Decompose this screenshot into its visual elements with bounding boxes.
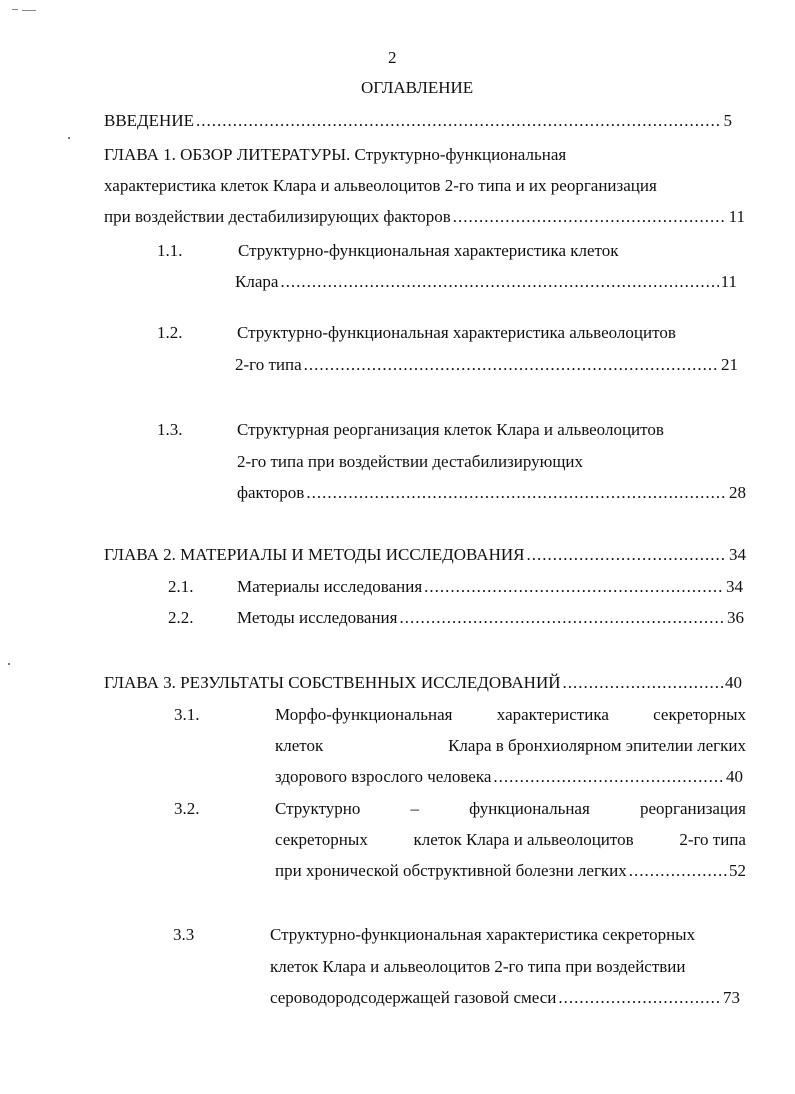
toc-section-number: 2.2. — [168, 608, 194, 627]
toc-section-1-1-line2 — [235, 272, 737, 292]
toc-section-number: 1.3. — [157, 420, 183, 439]
justified-word: клеток — [275, 736, 324, 755]
toc-label: при воздействии дестабилизирующих факторов — [104, 207, 451, 226]
toc-chapter-3 — [104, 673, 742, 693]
toc-label: ГЛАВА 3. РЕЗУЛЬТАТЫ СОБСТВЕННЫХ ИССЛЕДОВАНИЙ — [104, 673, 561, 692]
toc-section-number: 3.3 — [173, 925, 195, 944]
toc-section-1-1-line1: Структурно-функциональная характеристика клеток — [238, 241, 619, 260]
toc-section-3-3-line3 — [270, 988, 740, 1008]
dot-leader — [563, 673, 723, 693]
toc-section-3-2-line3 — [275, 861, 746, 881]
justified-word: характеристика — [496, 705, 609, 724]
scan-mark — [22, 10, 36, 11]
toc-section-1-3-line3 — [237, 483, 746, 503]
toc-label: Методы исследования — [237, 608, 398, 627]
toc-chapter-2 — [104, 545, 746, 565]
toc-section-number: 3.2. — [174, 799, 200, 818]
dot-leader — [526, 545, 727, 565]
toc-section-number: 1.2. — [157, 323, 183, 342]
toc-label: сероводородсодержащей газовой смеси — [270, 988, 557, 1007]
justified-word: функциональная — [469, 799, 590, 818]
toc-section-1-3-line2: 2-го типа при воздействии дестабилизирующих — [237, 452, 584, 471]
toc-label: 2-го типа — [235, 355, 302, 374]
toc-section-number: 3.1. — [174, 705, 200, 724]
dot-leader — [304, 355, 719, 375]
dot-leader — [399, 608, 725, 628]
toc-section-1-3-line1: Структурная реорганизация клеток Клара и альвеолоцитов — [237, 420, 664, 439]
justified-word: секреторных — [653, 705, 746, 724]
toc-section-number: 2.1. — [168, 577, 194, 596]
justified-word: секреторных — [275, 830, 368, 849]
toc-chapter-1-line1: ГЛАВА 1. ОБЗОР ЛИТЕРАТУРЫ. Структурно-функциональная — [104, 145, 567, 164]
toc-page: 5 — [723, 111, 732, 130]
toc-label: ВВЕДЕНИЕ — [104, 111, 194, 130]
toc-label: ГЛАВА 2. МАТЕРИАЛЫ И МЕТОДЫ ИССЛЕДОВАНИЯ — [104, 545, 525, 564]
toc-label: факторов — [237, 483, 305, 502]
toc-page: 40 — [726, 767, 743, 786]
toc-page: 40 — [725, 673, 742, 692]
scan-speck — [68, 137, 70, 139]
toc-page: 73 — [723, 988, 740, 1007]
toc-section-2-2 — [237, 608, 744, 628]
toc-section-3-3-line1: Структурно-функциональная характеристика секреторных — [270, 925, 696, 944]
toc-page: 28 — [729, 483, 746, 502]
justified-word: клеток Клара и альвеолоцитов — [413, 830, 634, 849]
toc-chapter-1-line2: характеристика клеток Клара и альвеолоцитов 2-го типа и их реорганизация — [104, 176, 657, 195]
dot-leader — [280, 272, 718, 292]
toc-page: 21 — [721, 355, 738, 374]
dot-leader — [306, 483, 727, 503]
dot-leader — [424, 577, 724, 597]
toc-chapter-1-line3 — [104, 207, 745, 227]
dot-leader — [558, 988, 721, 1008]
toc-page: 36 — [727, 608, 744, 627]
toc-page: 34 — [726, 577, 743, 596]
justified-word: Структурно — [275, 799, 361, 818]
page-number: 2 — [388, 48, 397, 67]
page-title: ОГЛАВЛЕНИЕ — [361, 78, 474, 97]
dot-leader — [196, 111, 722, 131]
toc-section-3-1-line1 — [275, 705, 746, 725]
toc-entry-intro — [104, 111, 732, 131]
toc-section-3-1-line2 — [275, 736, 746, 756]
justified-word: Клара в бронхиолярном эпителии легких — [448, 736, 746, 755]
toc-section-1-2-line1: Структурно-функциональная характеристика альвеолоцитов — [237, 323, 676, 342]
toc-section-3-2-line1 — [275, 799, 746, 819]
toc-section-number: 1.1. — [157, 241, 183, 260]
toc-page: 11 — [728, 207, 745, 226]
toc-section-3-1-line3 — [275, 767, 743, 787]
toc-section-3-3-line2: клеток Клара и альвеолоцитов 2-го типа при воздействии — [270, 957, 686, 976]
dot-leader — [629, 861, 727, 881]
scan-mark — [12, 9, 18, 10]
toc-label: при хронической обструктивной болезни легких — [275, 861, 627, 880]
justified-word: 2-го типа — [679, 830, 746, 849]
toc-page: 11 — [720, 272, 737, 291]
toc-label: здорового взрослого человека — [275, 767, 492, 786]
toc-label: Материалы исследования — [237, 577, 423, 596]
toc-page: 52 — [729, 861, 746, 880]
justified-word: Морфо-функциональная — [275, 705, 453, 724]
toc-page: 34 — [729, 545, 746, 564]
toc-label: Клара — [235, 272, 279, 291]
toc-section-3-2-line2 — [275, 830, 746, 850]
scan-speck — [8, 663, 10, 665]
toc-section-1-2-line2 — [235, 355, 738, 375]
toc-section-2-1 — [237, 577, 743, 597]
dot-leader — [453, 207, 727, 227]
justified-word: – — [410, 799, 420, 818]
dot-leader — [493, 767, 724, 787]
justified-word: реорганизация — [639, 799, 746, 818]
